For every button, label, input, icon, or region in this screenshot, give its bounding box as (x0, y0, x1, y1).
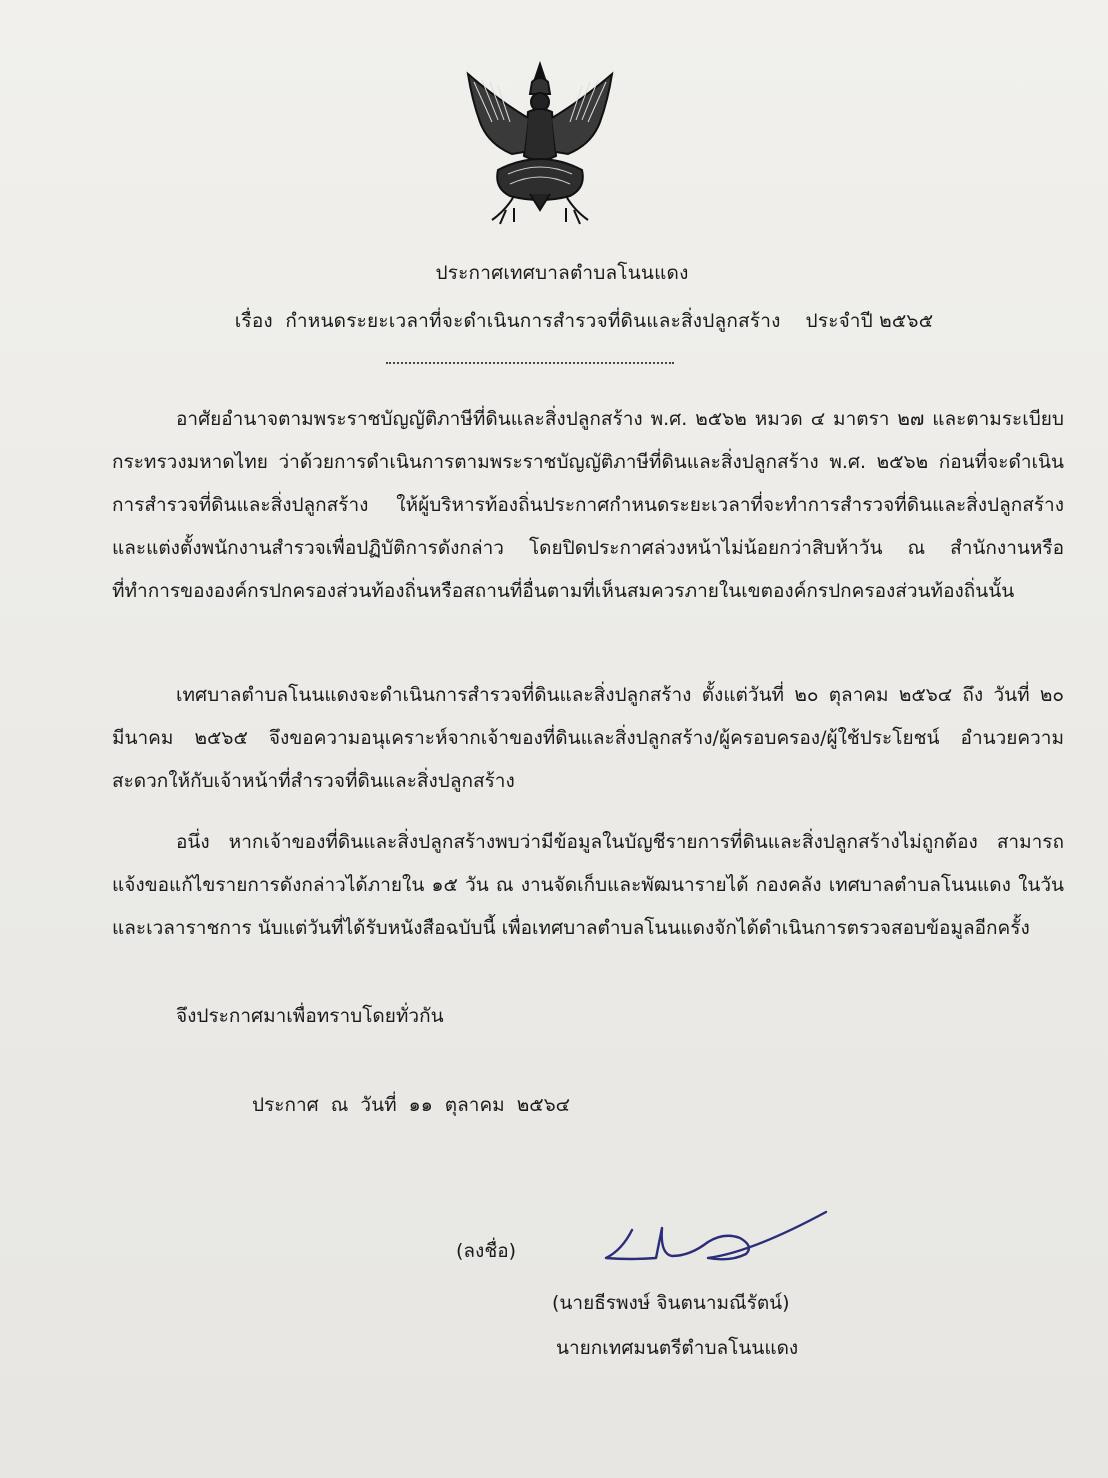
divider (386, 362, 674, 364)
notice-subject: เรื่อง กำหนดระยะเวลาที่จะดำเนินการสำรวจที่ดินและสิ่งปลูกสร้าง ประจำปี ๒๕๖๕ (234, 310, 934, 332)
garuda-emblem-icon (458, 60, 622, 228)
paragraph-authority: อาศัยอำนาจตามพระราชบัญญัติภาษีที่ดินและสิ่งปลูกสร้าง พ.ศ. ๒๕๖๒ หมวด ๔ มาตรา ๒๗ และตามระเบียบกระทรวงมหาดไทย ว่าด้วยการดำเนินการตามพระราชบัญญัติภาษีที่ดินและสิ่งปลูกสร้าง พ.ศ. ๒๕๖๒ ก่อนที่จะดำเนินการสำรวจที่ดินและสิ่งปลูกสร้าง ให้ผู้บริหารท้องถิ่นประกาศกำหนดระยะเวลาที่จะทำการสำรวจที่ดินและสิ่งปลูกสร้าง และแต่งตั้งพนักงานสำรวจเพื่อปฏิบัติการดังกล่าว โดยปิดประกาศล่วงหน้าไม่น้อยกว่าสิบห้าวัน ณ สำนักงานหรือที่ทำการขององค์กรปกครองส่วนท้องถิ่นหรือสถานที่อื่นตามที่เห็นสมควรภายในเขตองค์กรปกครองส่วนท้องถิ่นนั้น (112, 408, 1064, 602)
signature-label: (ลงชื่อ) (456, 1240, 517, 1262)
notice-date: ประกาศ ณ วันที่ ๑๑ ตุลาคม ๒๕๖๔ (252, 1094, 571, 1116)
closing-text: จึงประกาศมาเพื่อทราบโดยทั่วกัน (176, 1005, 444, 1027)
signature-image (540, 1204, 840, 1288)
signer-name: (นายธีรพงษ์ จินตนามณีรัตน์) (552, 1292, 790, 1314)
notice-heading: ประกาศเทศบาลตำบลโนนแดง (435, 262, 689, 284)
paragraph-correction: อนึ่ง หากเจ้าของที่ดินและสิ่งปลูกสร้างพบว่ามีข้อมูลในบัญชีรายการที่ดินและสิ่งปลูกสร้างไม่ถูกต้อง สามารถแจ้งขอแก้ไขรายการดังกล่าวได้ภายใน ๑๕ วัน ณ งานจัดเก็บและพัฒนารายได้ กองคลัง เทศบาลตำบลโนนแดง ในวันและเวลาราชการ นับแต่วันที่ได้รับหนังสือฉบับนี้ เพื่อเทศบาลตำบลโนนแดงจักได้ดำเนินการตรวจสอบข้อมูลอีกครั้ง (112, 831, 1064, 939)
signer-title: นายกเทศมนตรีตำบลโนนแดง (556, 1337, 799, 1359)
paragraph-survey-period: เทศบาลตำบลโนนแดงจะดำเนินการสำรวจที่ดินและสิ่งปลูกสร้าง ตั้งแต่วันที่ ๒๐ ตุลาคม ๒๕๖๔ ถึง วันที่ ๒๐ มีนาคม ๒๕๖๕ จึงขอความอนุเคราะห์จากเจ้าของที่ดินและสิ่งปลูกสร้าง/ผู้ครอบครอง/ผู้ใช้ประโยชน์ อำนวยความสะดวกให้กับเจ้าหน้าที่สำรวจที่ดินและสิ่งปลูกสร้าง (112, 684, 1064, 792)
